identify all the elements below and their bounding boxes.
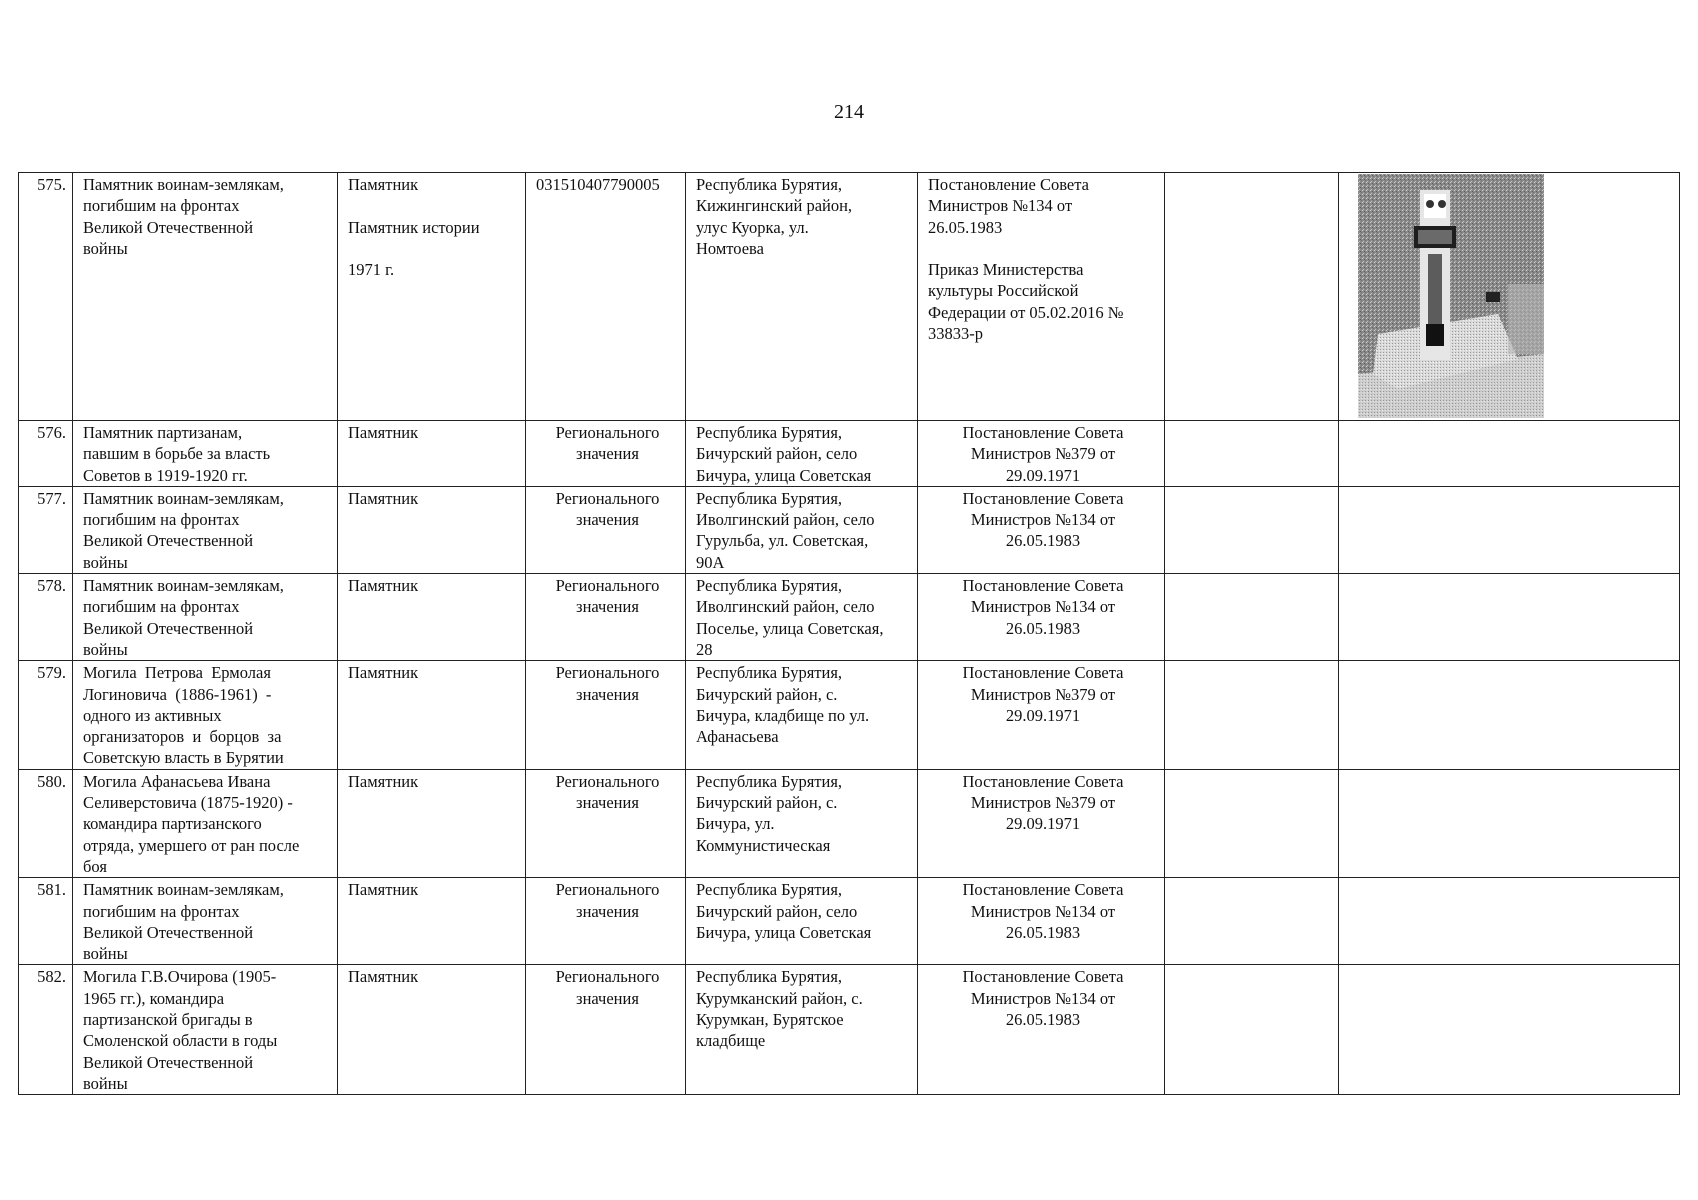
address-line: Бичура, ул. bbox=[696, 814, 775, 834]
object-name-line: Великой Отечественной bbox=[83, 618, 254, 638]
object-name-line: Смоленской области в годы bbox=[83, 1031, 278, 1051]
address-cell bbox=[686, 769, 918, 877]
object-name-line: войны bbox=[83, 552, 128, 572]
address-line: 28 bbox=[696, 639, 713, 659]
empty-cell bbox=[1339, 574, 1680, 661]
decision-cell bbox=[918, 661, 1165, 769]
address-line: 90А bbox=[696, 552, 725, 572]
decision-line: 26.05.1983 bbox=[928, 217, 1003, 237]
row-number: 576. bbox=[19, 421, 73, 487]
empty-cell bbox=[1165, 965, 1339, 1095]
decision-cell bbox=[918, 173, 1165, 421]
address-line: Афанасьева bbox=[696, 727, 779, 747]
decision-line: культуры Российской bbox=[928, 281, 1079, 301]
decision-line: 26.05.1983 bbox=[1005, 922, 1081, 942]
decision-line: 26.05.1983 bbox=[1005, 1010, 1081, 1030]
object-name-line: Великой Отечественной bbox=[83, 922, 254, 942]
object-type-cell bbox=[338, 421, 526, 487]
object-name-cell bbox=[73, 486, 338, 573]
object-name-line: погибшим на фронтах bbox=[83, 196, 240, 216]
category-line: Регионального bbox=[555, 488, 660, 508]
table-row bbox=[19, 661, 1680, 769]
object-name-line: Селиверстовича (1875-1920) - bbox=[83, 793, 293, 813]
address-line: Бичура, улица Советская bbox=[696, 922, 872, 942]
table-row bbox=[19, 878, 1680, 965]
object-name-line: 1965 гг.), командира bbox=[83, 988, 225, 1008]
object-name-line: Советов в 1919-1920 гг. bbox=[83, 465, 248, 485]
decision-line: Министров №379 от bbox=[970, 444, 1116, 464]
empty-cell bbox=[1165, 421, 1339, 487]
decision-cell bbox=[918, 421, 1165, 487]
empty-cell bbox=[1165, 486, 1339, 573]
category-line: значения bbox=[576, 684, 639, 704]
decision-line: 29.09.1971 bbox=[1005, 814, 1081, 834]
address-line: Иволгинский район, село bbox=[696, 597, 875, 617]
address-line: Бичура, улица Советская bbox=[696, 465, 872, 485]
object-type-line: Памятник bbox=[348, 175, 419, 194]
empty-cell bbox=[1339, 661, 1680, 769]
object-type-cell bbox=[338, 965, 526, 1095]
category-cell bbox=[526, 574, 686, 661]
empty-cell bbox=[1165, 769, 1339, 877]
category-line: Регионального bbox=[555, 967, 660, 987]
decision-line: Постановление Совета bbox=[962, 771, 1124, 791]
row-number: 575. bbox=[19, 173, 73, 421]
address-cell bbox=[686, 421, 918, 487]
object-name-line: Великой Отечественной bbox=[83, 1052, 254, 1072]
address-line: Коммунистическая bbox=[696, 835, 831, 855]
table-row bbox=[19, 173, 1680, 421]
decision-line: Федерации от 05.02.2016 № bbox=[928, 302, 1124, 322]
object-type-cell bbox=[338, 574, 526, 661]
address-line: Республика Бурятия, bbox=[696, 771, 843, 791]
empty-cell bbox=[1339, 421, 1680, 487]
decision-line: 29.09.1971 bbox=[1005, 705, 1081, 725]
heritage-registry-table bbox=[18, 172, 1680, 1095]
monument-photo bbox=[1358, 174, 1544, 418]
decision-line: Постановление Совета bbox=[962, 880, 1124, 900]
object-type-cell bbox=[338, 661, 526, 769]
decision-line: Постановление Совета bbox=[962, 967, 1124, 987]
empty-cell bbox=[1339, 769, 1680, 877]
object-name-cell bbox=[73, 769, 338, 877]
empty-cell bbox=[1165, 661, 1339, 769]
category-line: значения bbox=[576, 901, 639, 921]
category-line: Регионального bbox=[555, 576, 660, 596]
decision-line: Постановление Совета bbox=[962, 488, 1124, 508]
object-name-cell bbox=[73, 965, 338, 1095]
category-cell bbox=[526, 661, 686, 769]
object-name-line: Памятник воинам-землякам, bbox=[83, 576, 284, 596]
object-type-line: Памятник bbox=[348, 967, 419, 987]
object-name-cell bbox=[73, 173, 338, 421]
spacer bbox=[348, 238, 519, 259]
decision-cell bbox=[918, 486, 1165, 573]
category-cell bbox=[526, 769, 686, 877]
table-row bbox=[19, 965, 1680, 1095]
object-name-line: Памятник воинам-землякам, bbox=[83, 488, 284, 508]
object-name-line: Великой Отечественной bbox=[83, 217, 254, 237]
address-cell bbox=[686, 486, 918, 573]
address-line: Курумканский район, с. bbox=[696, 988, 863, 1008]
empty-cell bbox=[1339, 486, 1680, 573]
address-line: Бичурский район, с. bbox=[696, 684, 838, 704]
decision-line: Министров №379 от bbox=[970, 793, 1116, 813]
object-name-line: организаторов и борцов за bbox=[83, 727, 282, 747]
object-type-cell bbox=[338, 486, 526, 573]
decision-line: 26.05.1983 bbox=[1005, 531, 1081, 551]
row-number: 577. bbox=[19, 486, 73, 573]
object-type-line: Памятник bbox=[348, 423, 419, 442]
row-number: 580. bbox=[19, 769, 73, 877]
address-line: Кижингинский район, bbox=[696, 196, 853, 216]
photo-cell bbox=[1339, 173, 1680, 421]
object-type-line: Памятник bbox=[348, 771, 419, 791]
object-type-line: 1971 г. bbox=[348, 260, 395, 280]
object-name-line: Могила Афанасьева Ивана bbox=[83, 771, 271, 791]
decision-line: Приказ Министерства bbox=[928, 260, 1084, 280]
empty-cell bbox=[1165, 173, 1339, 421]
object-name-line: Памятник воинам-землякам, bbox=[83, 880, 284, 900]
object-name-line: одного из активных bbox=[83, 705, 222, 725]
address-line: Республика Бурятия, bbox=[696, 423, 843, 442]
address-line: Бичурский район, село bbox=[696, 901, 858, 921]
address-line: Республика Бурятия, bbox=[696, 880, 843, 900]
address-line: Бичурский район, с. bbox=[696, 793, 838, 813]
empty-cell bbox=[1339, 965, 1680, 1095]
object-name-cell bbox=[73, 878, 338, 965]
address-cell bbox=[686, 878, 918, 965]
address-line: Гурульба, ул. Советская, bbox=[696, 531, 869, 551]
decision-cell bbox=[918, 965, 1165, 1095]
object-name-line: погибшим на фронтах bbox=[83, 597, 240, 617]
object-name-line: командира партизанского bbox=[83, 814, 262, 834]
object-name-line: погибшим на фронтах bbox=[83, 510, 240, 530]
object-type-line: Памятник bbox=[348, 488, 419, 508]
object-name-line: павшим в борьбе за власть bbox=[83, 444, 271, 464]
category-line: значения bbox=[576, 597, 639, 617]
category-cell bbox=[526, 878, 686, 965]
object-name-line: Могила Г.В.Очирова (1905- bbox=[83, 967, 277, 987]
decision-line: 33833-р bbox=[928, 324, 983, 344]
address-line: Республика Бурятия, bbox=[696, 967, 843, 987]
object-name-line: боя bbox=[83, 856, 107, 876]
object-name-line: Памятник партизанам, bbox=[83, 423, 243, 442]
object-name-line: Великой Отечественной bbox=[83, 531, 254, 551]
object-name-cell bbox=[73, 661, 338, 769]
address-line: Республика Бурятия, bbox=[696, 175, 843, 194]
page-number: 214 bbox=[834, 101, 864, 123]
row-number: 582. bbox=[19, 965, 73, 1095]
address-cell bbox=[686, 574, 918, 661]
decision-line: Постановление Совета bbox=[962, 576, 1124, 596]
decision-line: Министров №134 от bbox=[970, 510, 1116, 530]
decision-line: Министров №134 от bbox=[970, 901, 1116, 921]
table-row bbox=[19, 574, 1680, 661]
address-cell bbox=[686, 173, 918, 421]
category-line: Регионального bbox=[555, 423, 660, 442]
empty-cell bbox=[1165, 574, 1339, 661]
address-cell bbox=[686, 965, 918, 1095]
object-type-line: Памятник истории bbox=[348, 217, 480, 237]
address-line: Номтоева bbox=[696, 238, 764, 258]
row-number: 581. bbox=[19, 878, 73, 965]
table-row bbox=[19, 769, 1680, 877]
object-name-line: войны bbox=[83, 238, 128, 258]
object-name-line: Могила Петрова Ермолая bbox=[83, 663, 271, 683]
registry-code-cell bbox=[526, 173, 686, 421]
object-name-line: Памятник воинам-землякам, bbox=[83, 175, 284, 194]
table-row bbox=[19, 421, 1680, 487]
category-cell bbox=[526, 421, 686, 487]
object-type-cell bbox=[338, 769, 526, 877]
decision-line: Постановление Совета bbox=[962, 663, 1124, 683]
category-line: значения bbox=[576, 988, 639, 1008]
address-line: улус Куорка, ул. bbox=[696, 217, 809, 237]
address-line: Республика Бурятия, bbox=[696, 663, 843, 683]
category-line: значения bbox=[576, 793, 639, 813]
spacer bbox=[928, 238, 1158, 259]
object-type-cell bbox=[338, 878, 526, 965]
category-line: значения bbox=[576, 510, 639, 530]
empty-cell bbox=[1165, 878, 1339, 965]
address-line: Республика Бурятия, bbox=[696, 576, 843, 596]
object-name-line: партизанской бригады в bbox=[83, 1010, 253, 1030]
address-cell bbox=[686, 661, 918, 769]
object-name-line: отряда, умершего от ран после bbox=[83, 835, 300, 855]
category-cell bbox=[526, 486, 686, 573]
object-type-line: Памятник bbox=[348, 663, 419, 683]
decision-cell bbox=[918, 769, 1165, 877]
object-name-line: Логиновича (1886-1961) - bbox=[83, 684, 272, 704]
object-type-line: Памятник bbox=[348, 576, 419, 596]
object-name-line: войны bbox=[83, 1073, 128, 1093]
object-type-line: Памятник bbox=[348, 880, 419, 900]
row-number: 579. bbox=[19, 661, 73, 769]
address-line: Республика Бурятия, bbox=[696, 488, 843, 508]
category-line: Регионального bbox=[555, 663, 660, 683]
object-name-line: войны bbox=[83, 944, 128, 964]
row-number: 578. bbox=[19, 574, 73, 661]
decision-line: Министров №134 от bbox=[928, 196, 1073, 216]
decision-line: Министров №379 от bbox=[970, 684, 1116, 704]
decision-line: 26.05.1983 bbox=[1005, 618, 1081, 638]
object-name-line: Советскую власть в Бурятии bbox=[83, 748, 284, 768]
address-line: Бичура, кладбище по ул. bbox=[696, 705, 870, 725]
object-name-line: погибшим на фронтах bbox=[83, 901, 240, 921]
category-line: Регионального bbox=[555, 771, 660, 791]
address-line: Поселье, улица Советская, bbox=[696, 618, 884, 638]
object-name-line: войны bbox=[83, 639, 128, 659]
registry-code: 031510407790005 bbox=[536, 175, 660, 194]
address-line: Иволгинский район, село bbox=[696, 510, 875, 530]
category-line: Регионального bbox=[555, 880, 660, 900]
spacer bbox=[348, 195, 519, 216]
empty-cell bbox=[1339, 878, 1680, 965]
decision-line: Постановление Совета bbox=[928, 175, 1089, 194]
decision-cell bbox=[918, 574, 1165, 661]
decision-line: Министров №134 от bbox=[970, 988, 1116, 1008]
object-name-cell bbox=[73, 574, 338, 661]
decision-line: Министров №134 от bbox=[970, 597, 1116, 617]
table-row bbox=[19, 486, 1680, 573]
object-name-cell bbox=[73, 421, 338, 487]
decision-line: 29.09.1971 bbox=[1005, 465, 1081, 485]
decision-cell bbox=[918, 878, 1165, 965]
category-cell bbox=[526, 965, 686, 1095]
decision-line: Постановление Совета bbox=[962, 423, 1124, 442]
category-line: значения bbox=[576, 444, 639, 464]
address-line: кладбище bbox=[696, 1031, 766, 1051]
address-line: Курумкан, Бурятское bbox=[696, 1010, 844, 1030]
address-line: Бичурский район, село bbox=[696, 444, 858, 464]
object-type-cell bbox=[338, 173, 526, 421]
